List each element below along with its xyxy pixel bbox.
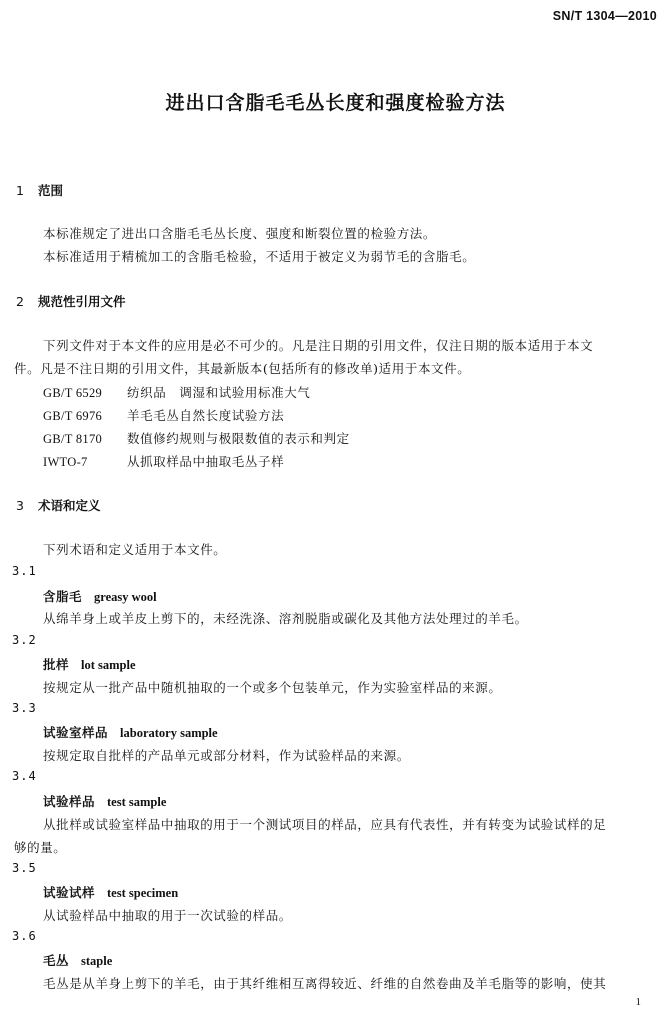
reference-code: IWTO-7	[43, 455, 88, 469]
term-number: 3.4	[12, 769, 37, 783]
term-heading	[43, 587, 157, 605]
page-number: 1	[635, 996, 641, 1008]
term-zh: 批样	[43, 657, 70, 672]
document-title: 进出口含脂毛毛丛长度和强度检验方法	[165, 92, 506, 114]
reference-item	[43, 406, 284, 424]
term-number: 3.2	[12, 633, 37, 647]
term-number: 3.5	[12, 861, 37, 875]
paragraph-continuation: 件。凡是不注日期的引用文件，其最新版本(包括所有的修改单)适用于本文件。	[14, 361, 471, 376]
reference-code: GB/T 8170	[43, 432, 103, 446]
term-heading	[43, 951, 112, 969]
reference-title: 从抓取样品中抽取毛丛子样	[127, 454, 285, 469]
term-zh: 试验样品	[43, 794, 96, 809]
term-en: test sample	[107, 795, 167, 809]
term-zh: 含脂毛	[43, 589, 83, 604]
reference-title: 羊毛毛丛自然长度试验方法	[127, 408, 285, 423]
reference-code: GB/T 6529	[43, 386, 103, 400]
term-definition: 按规定从一批产品中随机抽取的一个或多个包装单元，作为实验室样品的来源。	[43, 680, 502, 695]
term-number: 3.1	[12, 564, 37, 578]
term-definition: 从试验样品中抽取的用于一次试验的样品。	[43, 908, 292, 923]
reference-item	[43, 429, 350, 447]
term-zh: 试验室样品	[43, 725, 109, 740]
term-heading	[43, 792, 166, 810]
term-number: 3.3	[12, 701, 37, 715]
term-en: laboratory sample	[120, 726, 218, 740]
term-heading	[43, 883, 178, 901]
section-number: 3	[16, 498, 24, 513]
section-1-heading	[16, 181, 63, 199]
paragraph: 本标准规定了进出口含脂毛毛丛长度、强度和断裂位置的检验方法。	[43, 226, 437, 241]
paragraph: 下列术语和定义适用于本文件。	[43, 542, 227, 557]
term-en: greasy wool	[94, 590, 157, 604]
term-zh: 毛丛	[43, 953, 70, 968]
reference-title: 数值修约规则与极限数值的表示和判定	[127, 431, 350, 446]
section-2-heading	[16, 292, 126, 310]
term-heading	[43, 723, 218, 741]
term-definition-continuation: 够的量。	[14, 840, 67, 855]
standard-number: SN/T 1304—2010	[552, 9, 657, 23]
reference-code: GB/T 6976	[43, 409, 103, 423]
term-en: test specimen	[107, 886, 179, 900]
reference-item	[43, 383, 310, 401]
term-definition: 从批样或试验室样品中抽取的用于一个测试项目的样品，应具有代表性，并有转变为试验试样的足	[43, 817, 607, 832]
term-definition: 毛丛是从羊身上剪下的羊毛，由于其纤维相互离得较近、纤维的自然卷曲及羊毛脂等的影响，使其	[43, 976, 607, 991]
section-3-heading	[16, 496, 101, 514]
term-zh: 试验试样	[43, 885, 96, 900]
paragraph: 本标准适用于精梳加工的含脂毛检验，不适用于被定义为弱节毛的含脂毛。	[43, 249, 476, 264]
section-title: 范围	[38, 183, 64, 198]
reference-item	[43, 452, 284, 470]
term-en: staple	[81, 954, 113, 968]
term-definition: 从绵羊身上或羊皮上剪下的，未经洗涤、溶剂脱脂或碳化及其他方法处理过的羊毛。	[43, 611, 528, 626]
paragraph: 下列文件对于本文件的应用是必不可少的。凡是注日期的引用文件，仅注日期的版本适用于本文	[43, 338, 594, 353]
term-en: lot sample	[81, 658, 136, 672]
reference-title: 纺织品 调湿和试验用标准大气	[127, 385, 311, 400]
term-number: 3.6	[12, 929, 37, 943]
term-definition: 按规定取自批样的产品单元或部分材料，作为试验样品的来源。	[43, 748, 410, 763]
section-number: 1	[16, 183, 24, 198]
section-title: 术语和定义	[38, 498, 101, 513]
section-title: 规范性引用文件	[38, 294, 126, 309]
section-number: 2	[16, 294, 24, 309]
term-heading	[43, 655, 136, 673]
